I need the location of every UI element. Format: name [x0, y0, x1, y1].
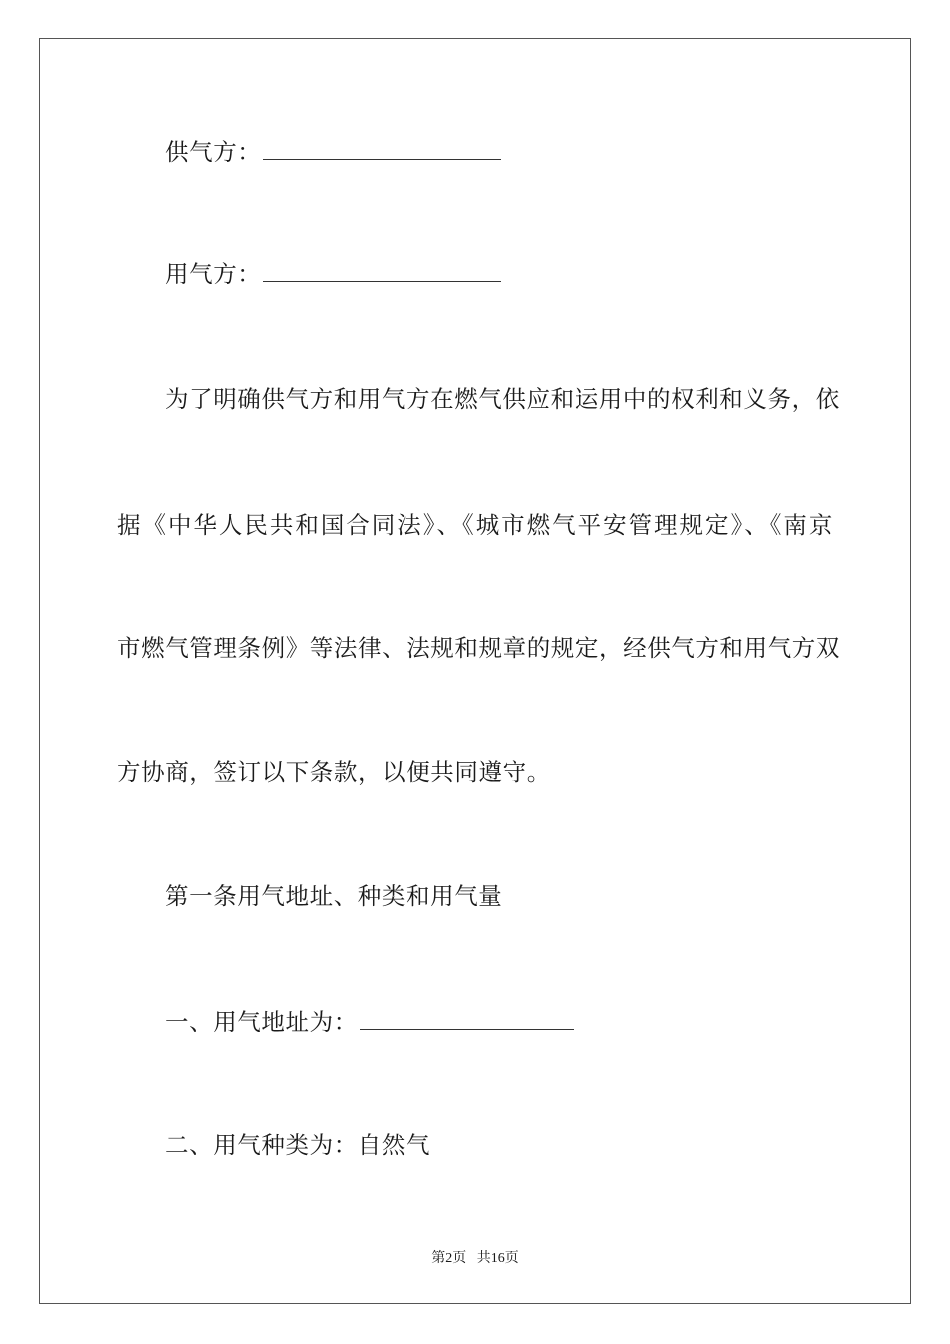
consumer-label: 用气方：: [165, 260, 262, 288]
gas-address-label: 一、用气地址为：: [165, 1008, 358, 1036]
paragraph-text-2: 据《中华人民共和国合同法》、《城市燃气平安管理规定》、《南京: [117, 511, 833, 539]
supplier-label: 供气方：: [165, 138, 262, 166]
paragraph-line-2: [117, 510, 833, 540]
paragraph-line-4: [117, 757, 833, 787]
paragraph-text-3: 市燃气管理条例》等法律、法规和规章的规定，经供气方和用气方双: [117, 634, 840, 662]
consumer-line: [165, 259, 881, 289]
gas-type-text: 二、用气种类为：自然气: [165, 1131, 431, 1159]
supplier-line: [165, 137, 881, 167]
consumer-blank-field: [263, 280, 501, 282]
page-border: [39, 38, 911, 1304]
paragraph-line-3: [117, 633, 840, 663]
page-number-footer: 第2页 共16页: [431, 1251, 519, 1266]
gas-type-line: [165, 1130, 881, 1160]
paragraph-text-4: 方协商，签订以下条款，以便共同遵守。: [117, 758, 551, 786]
paragraph-text-1: 为了明确供气方和用气方在燃气供应和运用中的权利和义务，依: [165, 385, 840, 413]
supplier-blank-field: [263, 158, 501, 160]
article-1-heading: [165, 881, 881, 911]
article-1-heading-text: 第一条用气地址、种类和用气量: [165, 882, 503, 910]
paragraph-line-1: [165, 384, 840, 414]
gas-address-blank-field: [360, 1028, 574, 1030]
gas-address-line: [165, 1007, 881, 1037]
